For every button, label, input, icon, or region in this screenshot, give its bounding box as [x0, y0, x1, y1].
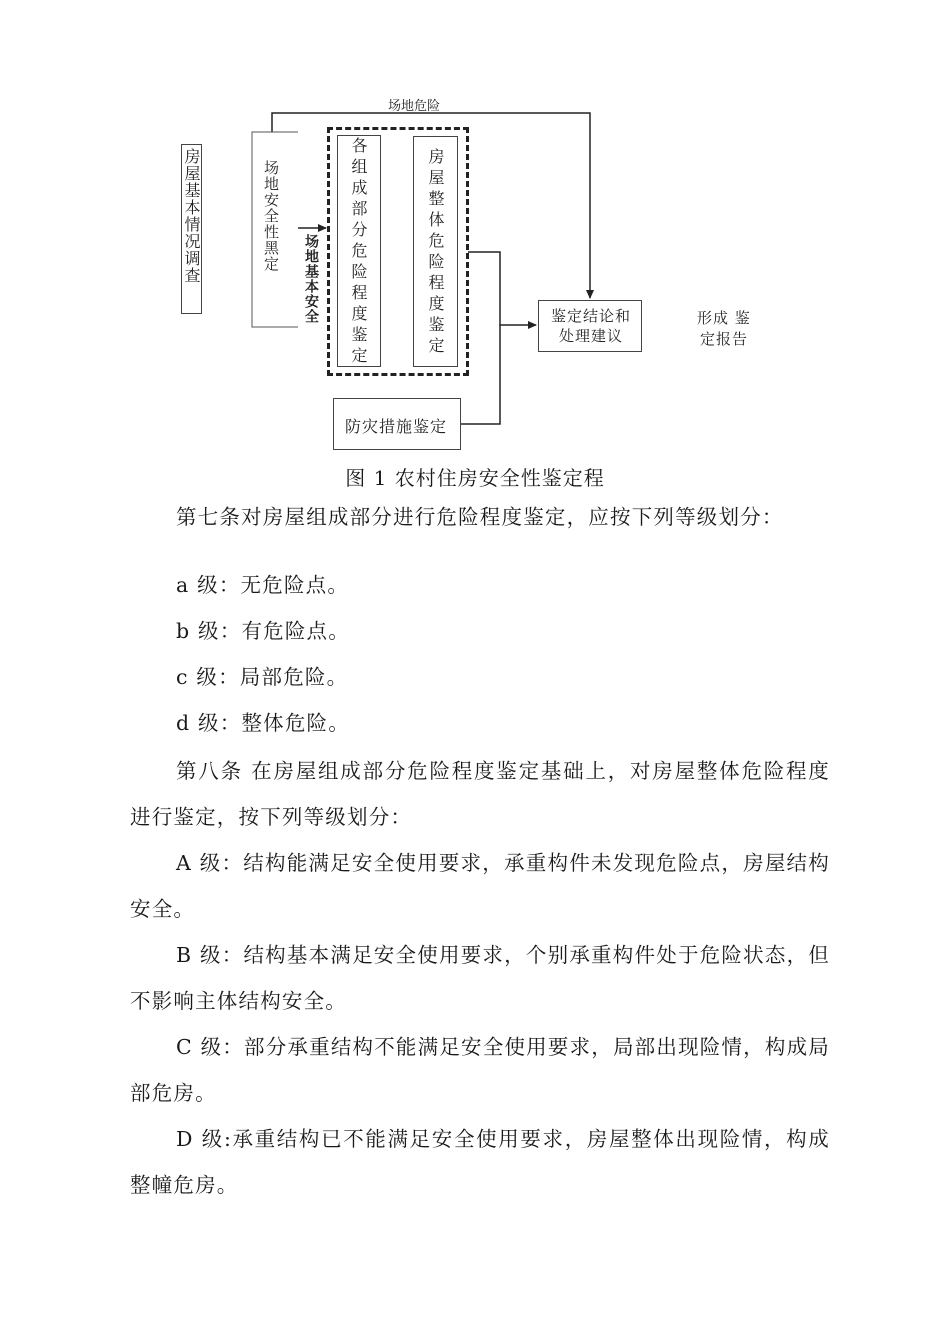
article-8-level-D: D 级:承重结构已不能满足安全使用要求，房屋整体出现险情，构成整幢危房。: [130, 1127, 830, 1197]
article-7-level-b: b 级：有危险点。: [176, 619, 350, 643]
flowchart-connectors: [0, 0, 950, 470]
site-basic-safe-text: 场地基本安全: [303, 234, 319, 324]
article-8-level-C: C 级：部分承重结构不能满足安全使用要求，局部出现险情，构成局部危房。: [130, 1035, 830, 1105]
article-8-level-B: B 级：结构基本满足安全使用要求，个别承重构件处于危险状态，但不影响主体结构安全。: [130, 943, 830, 1013]
flowchart: [0, 0, 950, 470]
article-8-intro: 第八条 在房屋组成部分危险程度鉴定基础上，对房屋整体危险程度进行鉴定，按下列等级划分：: [130, 759, 830, 829]
article-7-level-c: c 级：局部危险。: [176, 665, 349, 689]
overall-danger-text: 房屋整体危险程度鉴定: [426, 148, 445, 358]
disaster-prevention-text: 防灾措施鉴定: [345, 417, 448, 436]
site-safety-text: 场地安全性黑定: [262, 160, 280, 272]
article-7-level-d: d 级：整体危险。: [176, 711, 350, 735]
figure-caption: 图 1 农村住房安全性鉴定程: [345, 466, 605, 490]
article-7-intro: 第七条对房屋组成部分进行危险程度鉴定，应按下列等级划分：: [176, 505, 784, 529]
house-survey-text: 房屋基本情况调查: [182, 148, 201, 284]
site-hazard-label: 场地危险: [388, 99, 441, 114]
article-7-level-a: a 级：无危险点。: [176, 573, 350, 597]
article-8-level-A: A 级：结构能满足安全使用要求，承重构件未发现危险点，房屋结构安全。: [130, 851, 830, 921]
conclusion-text: 鉴定结论和处理建议: [550, 307, 631, 345]
component-danger-text: 各组成部分危险程度鉴定: [349, 137, 368, 368]
report-text-line2: 定报告: [700, 330, 749, 348]
report-text-line1: 形成 鉴: [697, 309, 751, 327]
overall-to-conclusion-arrow: [468, 252, 536, 325]
